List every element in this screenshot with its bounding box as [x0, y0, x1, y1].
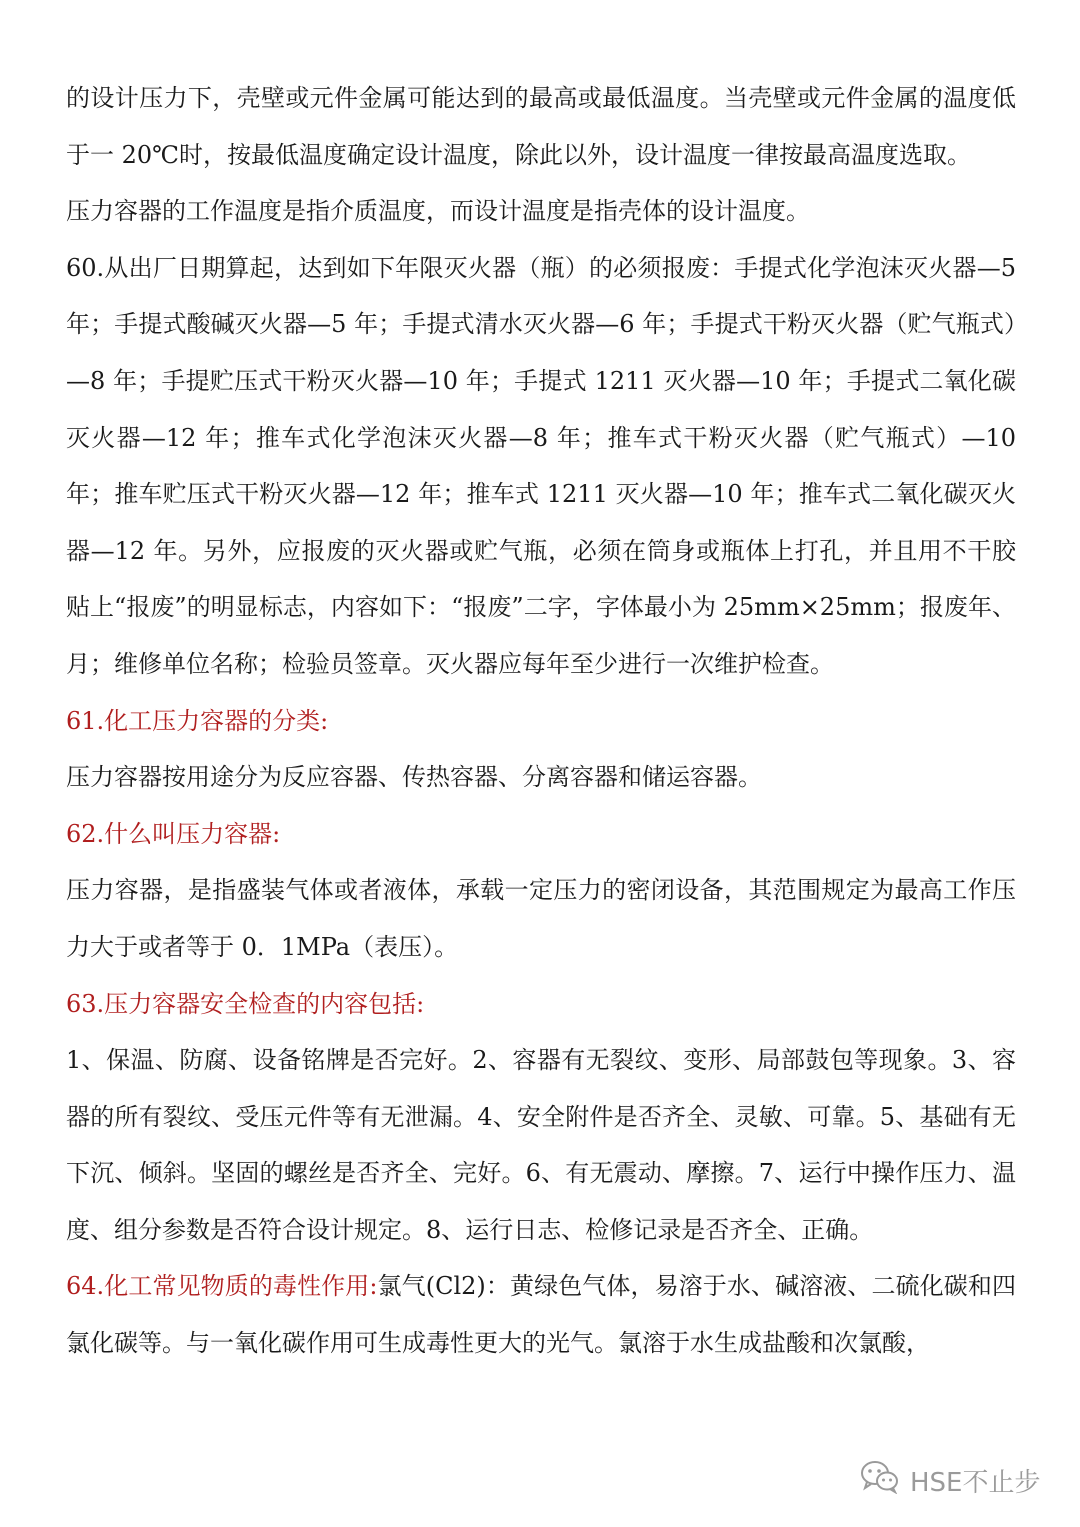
- heading-61: 61.化工压力容器的分类:: [66, 706, 329, 735]
- paragraph-62: 压力容器，是指盛装气体或者液体，承载一定压力的密闭设备，其范围规定为最高工作压力大于或者等于 0．1MPa（表压）。: [66, 876, 1016, 961]
- document-page: [66, 70, 1016, 1372]
- paragraph-63: 1、保温、防腐、设备铭牌是否完好。2、容器有无裂纹、变形、局部鼓包等现象。3、容器的所有裂纹、受压元件等有无泄漏。4、安全附件是否齐全、灵敏、可靠。5、基础有无下沉、倾斜。坚固的螺丝是否齐全、完好。6、有无震动、摩擦。7、运行中操作压力、温度、组分参数是否符合设计规定。8、运行日志、检修记录是否齐全、正确。: [66, 1046, 1016, 1244]
- paragraph-64-body: 氯气(Cl2)：黄绿色气体，易溶于水、碱溶液、二硫化碳和四氯化碳等。与一氧化碳作用可生成毒性更大的光气。氯溶于水生成盐酸和次氯酸，: [66, 1272, 1016, 1358]
- paragraph-64: [66, 1258, 1016, 1371]
- paragraph-60-extinguisher-scrap: 60.从出厂日期算起，达到如下年限灭火器（瓶）的必须报废：手提式化学泡沫灭火器—5 年；手提式酸碱灭火器—5 年；手提式清水灭火器—6 年；手提式干粉灭火器（贮气瓶式）—8 年；手提贮压式干粉灭火器—10 年；手提式 1211 灭火器—10 年；手提式二氧化碳灭火器—12 年；推车式化学泡沫灭火器—8 年；推车式干粉灭火器（贮气瓶式）—10 年；推车贮压式干粉灭火器—12 年；推车式 1211 灭火器—10 年；推车式二氧化碳灭火器—12 年。另外，应报废的灭火器或贮气瓶，必须在筒身或瓶体上打孔，并且用不干胶贴上“报废”的明显标志，内容如下：“报废”二字，字体最小为 25mm×25mm；报废年、月；维修单位名称；检验员签章。灭火器应每年至少进行一次维护检查。: [66, 253, 1016, 678]
- watermark: [860, 1460, 1040, 1501]
- paragraph-working-temperature: 压力容器的工作温度是指介质温度，而设计温度是指壳体的设计温度。: [66, 197, 810, 226]
- heading-63: 63.压力容器安全检查的内容包括:: [66, 989, 425, 1018]
- watermark-text: HSE不止步: [910, 1468, 1041, 1498]
- wechat-icon: [860, 1460, 900, 1501]
- heading-62: 62.什么叫压力容器:: [66, 819, 281, 848]
- paragraph-61: 压力容器按用途分为反应容器、传热容器、分离容器和储运容器。: [66, 763, 762, 792]
- paragraph-design-temperature: 的设计压力下，壳壁或元件金属可能达到的最高或最低温度。当壳壁或元件金属的温度低于一 20℃时，按最低温度确定设计温度，除此以外，设计温度一律按最高温度选取。: [66, 84, 1016, 169]
- heading-64: 64.化工常见物质的毒性作用:: [66, 1272, 378, 1301]
